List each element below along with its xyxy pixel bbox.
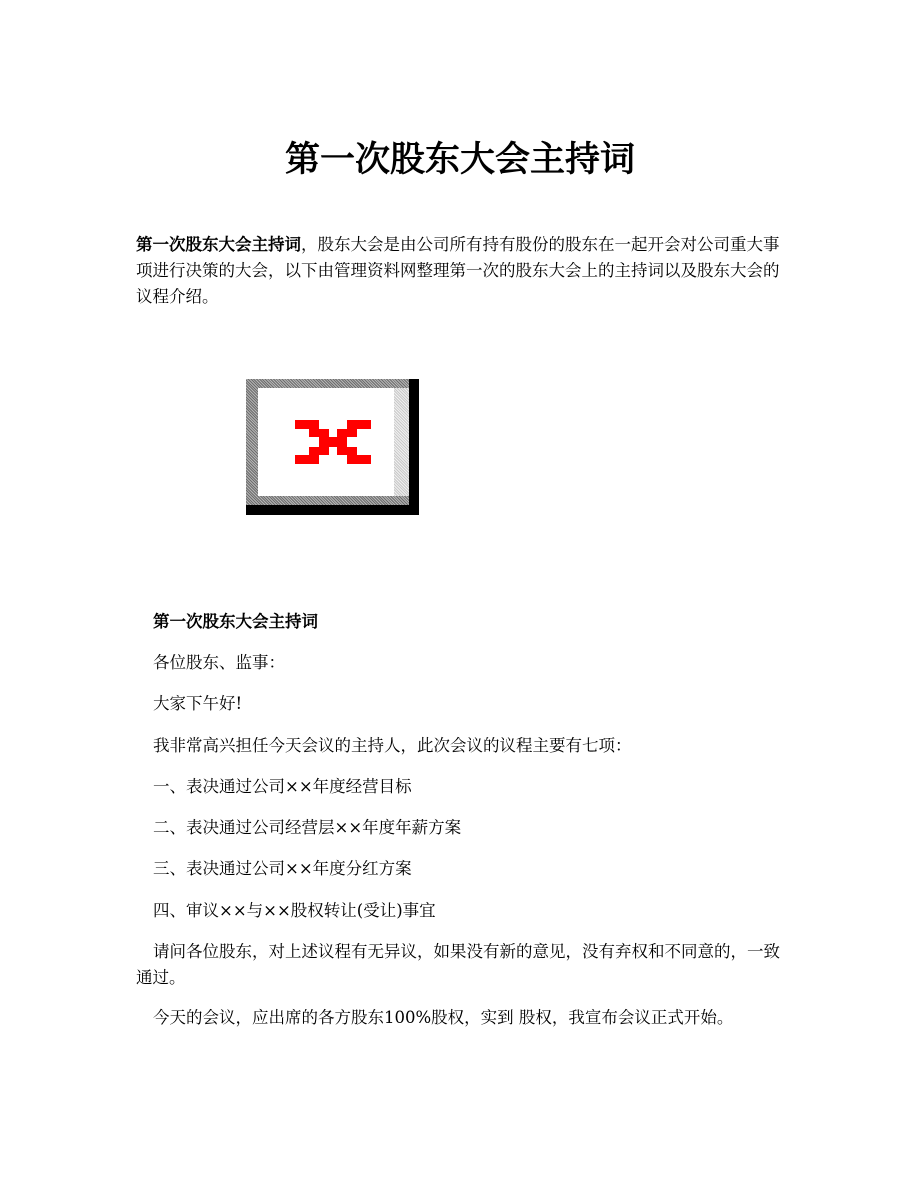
intro-lead: 第一次股东大会主持词 xyxy=(136,235,301,254)
paragraph-hello: 大家下午好! xyxy=(153,694,243,713)
document-title: 第一次股东大会主持词 xyxy=(284,139,635,180)
paragraph-opening: 我非常高兴担任今天会议的主持人，此次会议的议程主要有七项： xyxy=(153,736,632,755)
section-heading: 第一次股东大会主持词 xyxy=(153,612,318,631)
image-frame-shade xyxy=(394,388,409,496)
paragraph-question: 请问各位股东，对上述议程有无异议，如果没有新的意见，没有弃权和不同意的，一致通过。 xyxy=(136,942,780,987)
agenda-item-1: 一、表决通过公司××年度经营目标 xyxy=(153,777,412,796)
broken-image-icon xyxy=(295,420,371,464)
paragraph-greeting: 各位股东、监事： xyxy=(153,653,285,672)
paragraph-attendance: 今天的会议，应出席的各方股东100%股权，实到 股权，我宣布会议正式开始。 xyxy=(153,1008,734,1027)
intro-paragraph xyxy=(136,232,791,310)
agenda-item-4: 四、审议××与××股权转让(受让)事宜 xyxy=(153,901,436,920)
agenda-item-2: 二、表决通过公司经营层××年度年薪方案 xyxy=(153,818,462,837)
agenda-item-3: 三、表决通过公司××年度分红方案 xyxy=(153,859,412,878)
intro-body: ，股东大会是由公司所有持有股份的股东在一起开会对公司重大事项进行决策的大会，以下由管理资料网整理第一次的股东大会上的主持词以及股东大会的议程介绍。 xyxy=(136,235,780,306)
